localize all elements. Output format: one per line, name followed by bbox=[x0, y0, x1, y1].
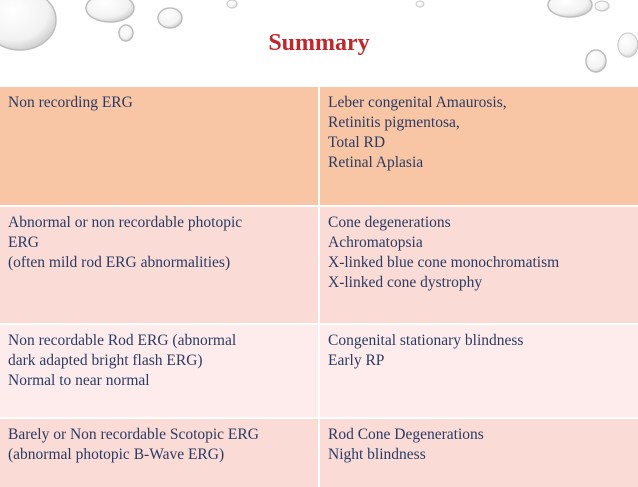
water-drop bbox=[86, 0, 134, 22]
slide-title: Summary bbox=[268, 30, 370, 56]
table-row bbox=[0, 206, 638, 324]
erg-finding-cell bbox=[0, 324, 319, 418]
water-drop bbox=[548, 0, 592, 17]
condition-cell bbox=[319, 87, 638, 206]
cell-text-line: X-linked cone dystrophy bbox=[328, 274, 483, 291]
condition-cell bbox=[319, 324, 638, 418]
erg-finding-cell bbox=[0, 418, 319, 487]
table-row bbox=[0, 324, 638, 418]
cell-text-line: Non recording ERG bbox=[8, 94, 133, 111]
cell-text-line: Congenital stationary blindness bbox=[328, 332, 524, 349]
cell-text-line: Night blindness bbox=[328, 446, 426, 463]
cell-text-line: Retinitis pigmentosa, bbox=[328, 114, 460, 131]
water-drop bbox=[227, 0, 237, 8]
cell-text-line: (abnormal photopic B-Wave ERG) bbox=[8, 446, 225, 463]
cell-text-line: Achromatopsia bbox=[328, 234, 423, 251]
water-drop bbox=[158, 8, 182, 28]
cell-text-line: Early RP bbox=[328, 352, 385, 369]
cell-text-line: dark adapted bright flash ERG) bbox=[8, 352, 203, 369]
erg-finding-cell bbox=[0, 206, 319, 324]
cell-text-line: Retinal Aplasia bbox=[328, 154, 424, 171]
cell-text-line: Cone degenerations bbox=[328, 214, 451, 231]
table-row bbox=[0, 87, 638, 206]
condition-cell bbox=[319, 418, 638, 487]
condition-cell bbox=[319, 206, 638, 324]
cell-text-line: Normal to near normal bbox=[8, 372, 150, 389]
cell-text-line: (often mild rod ERG abnormalities) bbox=[8, 254, 231, 271]
cell-text-line: Rod Cone Degenerations bbox=[328, 426, 484, 443]
cell-text-line: Non recordable Rod ERG (abnormal bbox=[8, 332, 237, 349]
cell-text-line: Abnormal or non recordable photopic bbox=[8, 214, 243, 231]
cell-text-line: Total RD bbox=[328, 134, 386, 151]
water-drop bbox=[595, 1, 609, 11]
cell-text-line: ERG bbox=[8, 234, 39, 251]
cell-text-line: X-linked blue cone monochromatism bbox=[328, 254, 560, 271]
cell-text-line: Barely or Non recordable Scotopic ERG bbox=[8, 426, 259, 443]
summary-table bbox=[0, 87, 638, 487]
water-drop bbox=[416, 1, 424, 7]
table-row bbox=[0, 418, 638, 487]
cell-text-line: Leber congenital Amaurosis, bbox=[328, 94, 507, 111]
erg-finding-cell bbox=[0, 87, 319, 206]
